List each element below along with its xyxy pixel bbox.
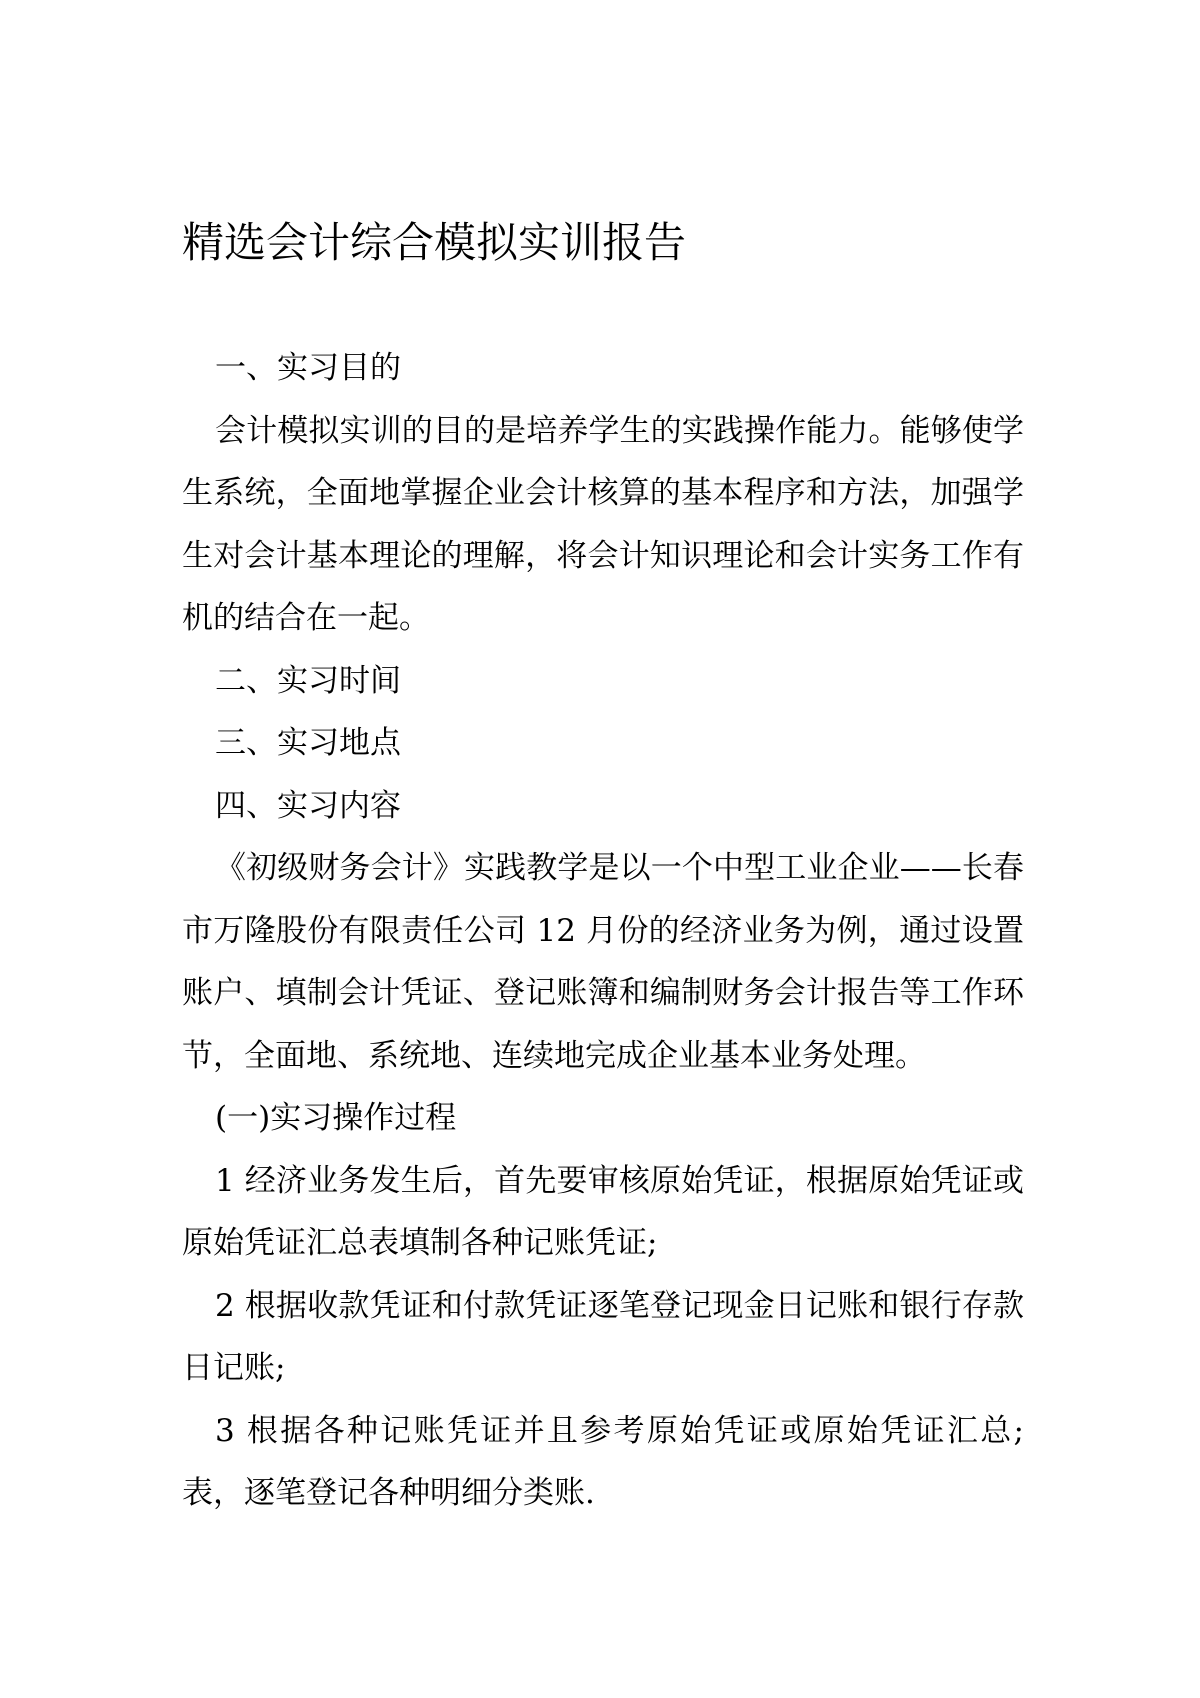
section-heading-location: 三、实习地点: [215, 725, 401, 761]
section-heading-purpose: 一、实习目的: [215, 350, 401, 386]
section-heading-time: 二、实习时间: [215, 662, 401, 699]
list-item-step-3: 3 根据各种记账凭证并且参考原始凭证或原始凭证汇总;表，逐笔登记各种明细分类账.: [182, 1412, 1024, 1511]
document-body: [182, 337, 1024, 1525]
subsection-heading-process: (一)实习操作过程: [215, 1100, 457, 1136]
section-heading-content: 四、实习内容: [215, 787, 401, 824]
list-item-step-1: 1 经济业务发生后，首先要审核原始凭证，根据原始凭证或原始凭证汇总表填制各种记账凭证;: [182, 1162, 1024, 1261]
paragraph-content: 《初级财务会计》实践教学是以一个中型工业企业——长春市万隆股份有限责任公司 12 月份的经济业务为例，通过设置账户、填制会计凭证、登记账簿和编制财务会计报告等工作环节，全面地、系统地、连续地完成企业基本业务处理。: [182, 850, 1024, 1074]
document-title: 精选会计综合模拟实训报告: [182, 218, 687, 267]
list-item-step-2: 2 根据收款凭证和付款凭证逐笔登记现金日记账和银行存款日记账;: [182, 1287, 1024, 1386]
paragraph-purpose: 会计模拟实训的目的是培养学生的实践操作能力。能够使学生系统，全面地掌握企业会计核算的基本程序和方法，加强学生对会计基本理论的理解，将会计知识理论和会计实务工作有机的结合在一起。: [182, 412, 1024, 636]
